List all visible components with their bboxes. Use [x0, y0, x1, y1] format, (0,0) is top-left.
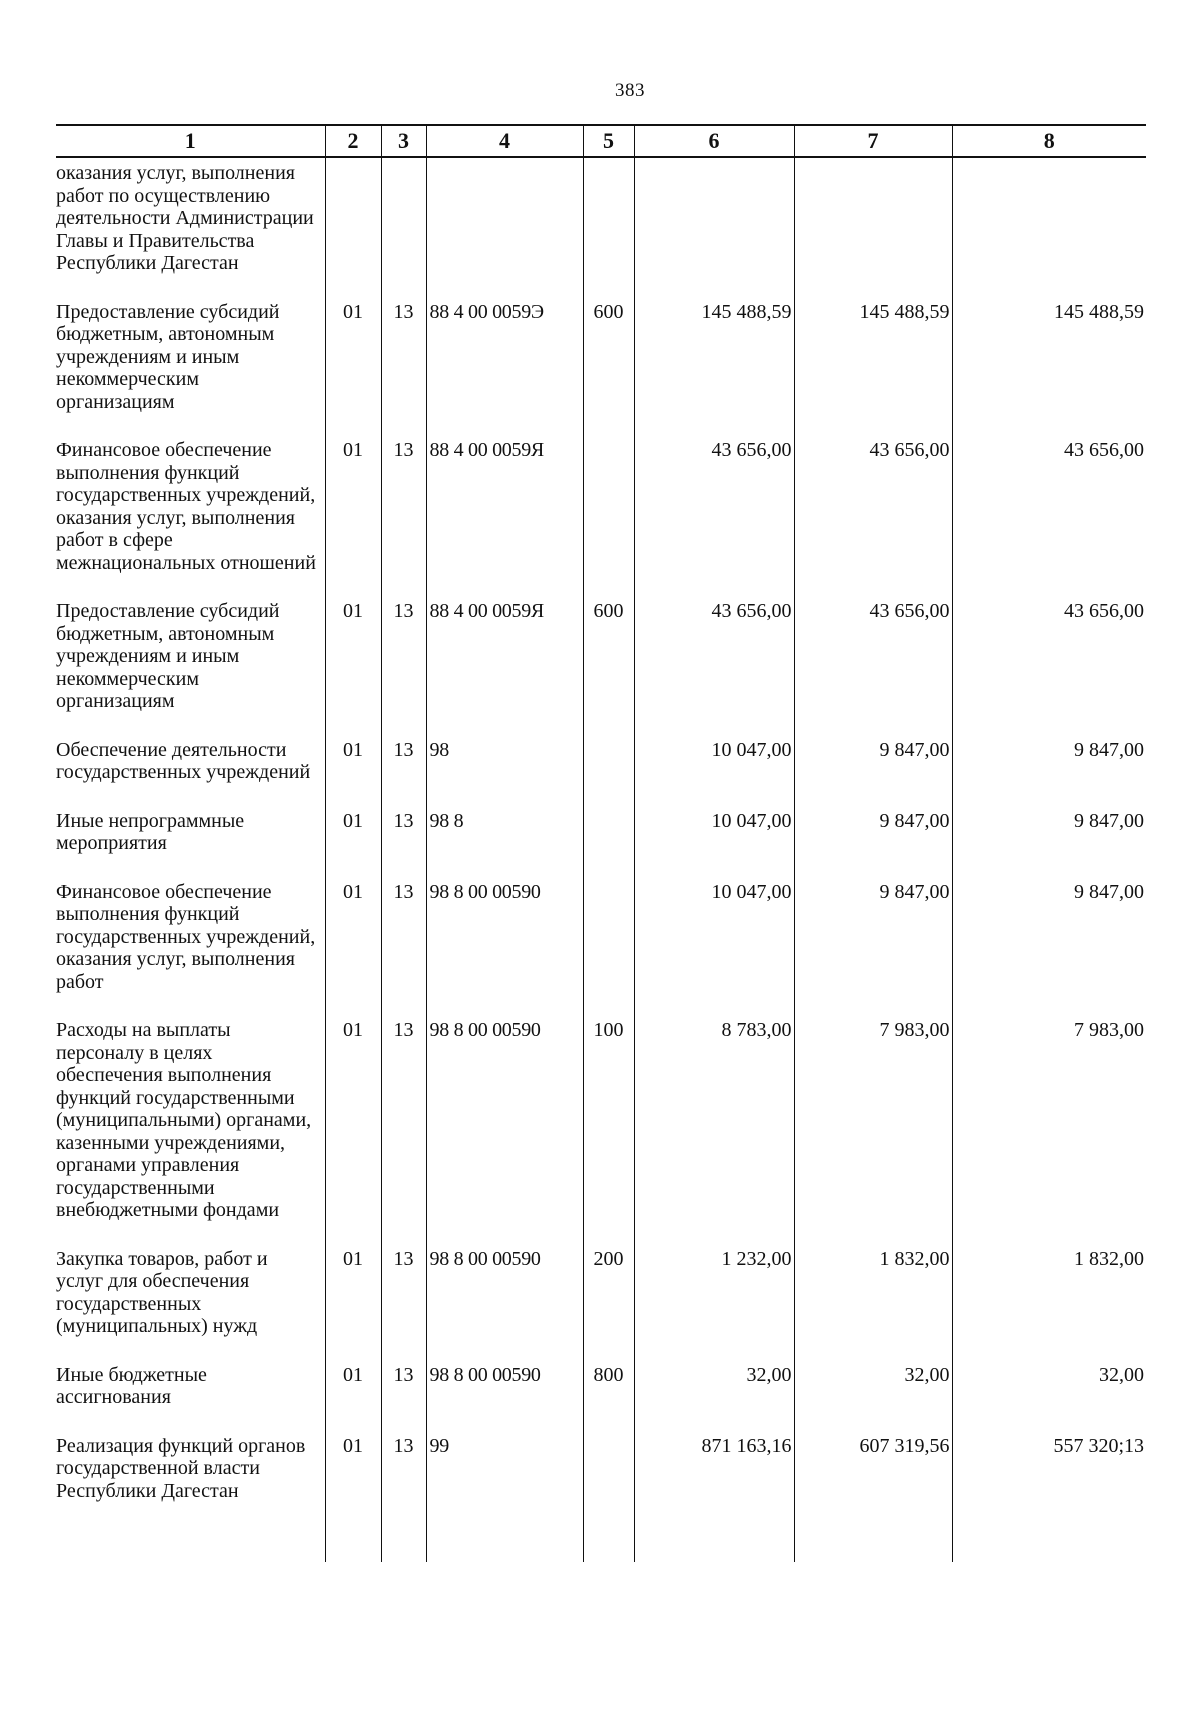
expense-type-code: [583, 881, 634, 1020]
target-article-code: 88 4 00 0059Я: [426, 439, 583, 600]
amount-col6: 43 656,00: [634, 600, 794, 739]
item-name: Предоставление субсидий бюджетным, автономным учреждениям и иным некоммерческим организациям: [56, 600, 280, 712]
table-row: [56, 439, 1146, 600]
expense-type-code: [583, 1435, 634, 1563]
table-row: [56, 1248, 1146, 1364]
section-code: 01: [325, 810, 381, 881]
amount-col6: 10 047,00: [634, 739, 794, 810]
item-name: Закупка товаров, работ и услуг для обеспечения государственных (муниципальных) нужд: [56, 1247, 268, 1337]
section-code: [325, 157, 381, 301]
amount-col6: 43 656,00: [634, 439, 794, 600]
amount-col8: 7 983,00: [952, 1019, 1146, 1248]
item-name: Иные бюджетные ассигнования: [56, 1363, 207, 1408]
expense-type-code: 200: [583, 1248, 634, 1364]
section-code: 01: [325, 1435, 381, 1563]
amount-col7: [794, 157, 952, 301]
amount-col6: 145 488,59: [634, 301, 794, 440]
table-row: [56, 301, 1146, 440]
expense-type-code: [583, 157, 634, 301]
amount-col8: 145 488,59: [952, 301, 1146, 440]
target-article-code: 88 4 00 0059Я: [426, 600, 583, 739]
subsection-code: 13: [381, 301, 426, 440]
expense-type-code: 600: [583, 301, 634, 440]
table-row: [56, 1435, 1146, 1563]
amount-col6: 10 047,00: [634, 881, 794, 1020]
subsection-code: 13: [381, 739, 426, 810]
column-header-1: 1: [56, 125, 325, 157]
amount-col7: 9 847,00: [794, 810, 952, 881]
subsection-code: 13: [381, 810, 426, 881]
section-code: 01: [325, 739, 381, 810]
target-article-code: [426, 157, 583, 301]
amount-col8: 32,00: [952, 1364, 1146, 1435]
target-article-code: 98: [426, 739, 583, 810]
amount-col7: 145 488,59: [794, 301, 952, 440]
target-article-code: 98 8 00 00590: [426, 1019, 583, 1248]
item-name: Финансовое обеспечение выполнения функций государственных учреждений, оказания услуг, выполнения работ в сфере межнациональных отношений: [56, 439, 316, 574]
expense-type-code: 100: [583, 1019, 634, 1248]
subsection-code: [381, 157, 426, 301]
section-code: 01: [325, 881, 381, 1020]
header-row: [56, 125, 1146, 157]
amount-col6: 10 047,00: [634, 810, 794, 881]
amount-col8: 9 847,00: [952, 739, 1146, 810]
subsection-code: 13: [381, 1364, 426, 1435]
amount-col7: 7 983,00: [794, 1019, 952, 1248]
amount-col8: 43 656,00: [952, 600, 1146, 739]
table-row: [56, 810, 1146, 881]
target-article-code: 98 8 00 00590: [426, 1248, 583, 1364]
amount-col6: 871 163,16: [634, 1435, 794, 1563]
page-number: 383: [615, 80, 645, 101]
column-header-2: 2: [325, 125, 381, 157]
table-row: [56, 1364, 1146, 1435]
target-article-code: 98 8: [426, 810, 583, 881]
table-row: [56, 157, 1146, 301]
table-row: [56, 1019, 1146, 1248]
target-article-code: 88 4 00 0059Э: [426, 301, 583, 440]
section-code: 01: [325, 439, 381, 600]
column-header-4: 4: [426, 125, 583, 157]
subsection-code: 13: [381, 439, 426, 600]
section-code: 01: [325, 1248, 381, 1364]
column-header-8: 8: [952, 125, 1146, 157]
budget-table: [56, 124, 1146, 1562]
item-name: Предоставление субсидий бюджетным, автономным учреждениям и иным некоммерческим организациям: [56, 300, 280, 413]
expense-type-code: [583, 439, 634, 600]
amount-col6: 32,00: [634, 1364, 794, 1435]
subsection-code: 13: [381, 1248, 426, 1364]
amount-col6: 8 783,00: [634, 1019, 794, 1248]
amount-col7: 607 319,56: [794, 1435, 952, 1563]
column-header-7: 7: [794, 125, 952, 157]
amount-col8: 9 847,00: [952, 810, 1146, 881]
expense-type-code: [583, 810, 634, 881]
target-article-code: 98 8 00 00590: [426, 881, 583, 1020]
target-article-code: 98 8 00 00590: [426, 1364, 583, 1435]
amount-col7: 43 656,00: [794, 600, 952, 739]
table-row: [56, 881, 1146, 1020]
column-header-5: 5: [583, 125, 634, 157]
column-header-3: 3: [381, 125, 426, 157]
amount-col8: 9 847,00: [952, 881, 1146, 1020]
subsection-code: 13: [381, 1019, 426, 1248]
section-code: 01: [325, 1364, 381, 1435]
amount-col7: 1 832,00: [794, 1248, 952, 1364]
subsection-code: 13: [381, 1435, 426, 1563]
amount-col6: [634, 157, 794, 301]
amount-col7: 9 847,00: [794, 739, 952, 810]
amount-col7: 43 656,00: [794, 439, 952, 600]
section-code: 01: [325, 1019, 381, 1248]
amount-col8: 43 656,00: [952, 439, 1146, 600]
item-name: Расходы на выплаты персоналу в целях обеспечения выполнения функций государственными (муниципальными) органами, казенными учреждениями, органами управления государственными внебюджетными фондами: [56, 1019, 312, 1221]
amount-col8: 557 320;13: [952, 1435, 1146, 1563]
section-code: 01: [325, 301, 381, 440]
expense-type-code: [583, 739, 634, 810]
expense-type-code: 800: [583, 1364, 634, 1435]
item-name: оказания услуг, выполнения работ по осуществлению деятельности Администрации Главы и Правительства Республики Дагестан: [56, 162, 314, 274]
section-code: 01: [325, 600, 381, 739]
item-name: Реализация функций органов государственной власти Республики Дагестан: [56, 1434, 306, 1502]
item-name: Иные непрограммные мероприятия: [56, 809, 245, 854]
amount-col6: 1 232,00: [634, 1248, 794, 1364]
amount-col8: [952, 157, 1146, 301]
amount-col7: 9 847,00: [794, 881, 952, 1020]
item-name: Обеспечение деятельности государственных учреждений: [56, 738, 311, 783]
table-row: [56, 600, 1146, 739]
amount-col8: 1 832,00: [952, 1248, 1146, 1364]
target-article-code: 99: [426, 1435, 583, 1563]
subsection-code: 13: [381, 881, 426, 1020]
item-name: Финансовое обеспечение выполнения функций государственных учреждений, оказания услуг, выполнения работ: [56, 880, 316, 993]
amount-col7: 32,00: [794, 1364, 952, 1435]
column-header-6: 6: [634, 125, 794, 157]
subsection-code: 13: [381, 600, 426, 739]
table-row: [56, 739, 1146, 810]
expense-type-code: 600: [583, 600, 634, 739]
